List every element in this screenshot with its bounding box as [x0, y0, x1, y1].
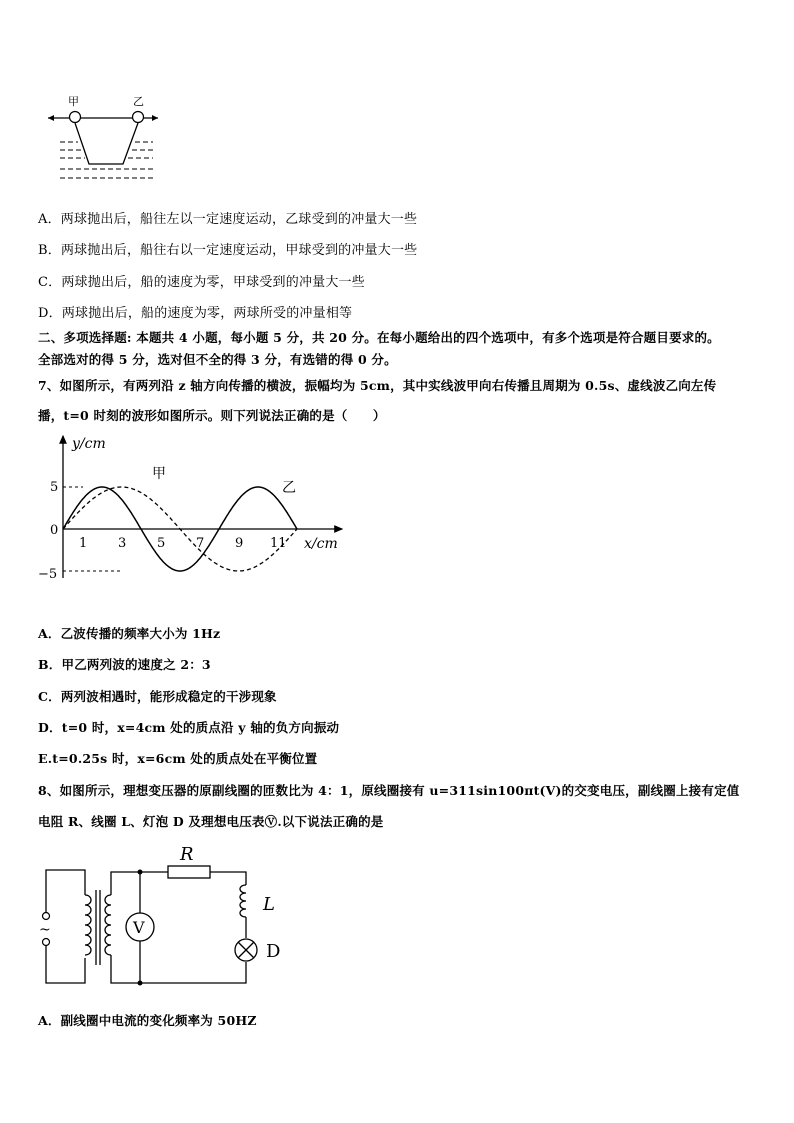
primary-coil	[85, 895, 91, 955]
y-tick-5: 5	[50, 480, 59, 495]
inductor-l	[240, 885, 246, 917]
circuit-figure	[30, 840, 300, 1000]
section2-heading: 二、多项选择题: 本题共 4 小题，每小题 5 分，共 20 分。在每小题给出的四个选项中，有多个选项是符合题目要求的。	[38, 330, 720, 345]
q8-stem-line2: 电阻 R、线圈 L、灯泡 D 及理想电压表Ⓥ.以下说法正确的是	[38, 814, 384, 829]
ac-source-symbol: ~	[39, 922, 51, 938]
q7-option-d: D．t=0 时，x=4cm 处的质点沿 y 轴的负方向振动	[38, 720, 340, 735]
y-axis-label: y/cm	[72, 436, 106, 452]
secondary-coil	[105, 895, 111, 955]
q7-option-e: E.t=0.25s 时，x=6cm 处的质点处在平衡位置	[38, 751, 318, 766]
x-axis-label: x/cm	[304, 536, 338, 552]
q6-option-d: D．两球抛出后，船的速度为零，两球所受的冲量相等	[38, 306, 353, 321]
q6-option-a: A．两球抛出后，船往左以一定速度运动，乙球受到的冲量大一些	[38, 212, 418, 227]
q8-option-a: A．副线圈中电流的变化频率为 50HZ	[38, 1013, 257, 1028]
q7-option-a: A．乙波传播的频率大小为 1Hz	[38, 626, 221, 641]
y-tick-neg5: −5	[38, 567, 58, 582]
x-tick-11: 11	[270, 536, 287, 551]
resistor-label: R	[180, 844, 194, 865]
ball-yi	[133, 112, 144, 123]
q8-stem-line1: 8、如图所示，理想变压器的原副线圈的匝数比为 4：1，原线圈接有 u=311sin100πt(V)的交变电压，副线圈上接有定值	[38, 783, 740, 798]
voltmeter-label: V	[133, 918, 145, 937]
x-tick-3: 3	[118, 536, 127, 551]
q7-option-c: C．两列波相遇时，能形成稳定的干涉现象	[38, 689, 277, 704]
x-tick-5: 5	[157, 536, 166, 551]
boat-figure	[40, 90, 170, 185]
x-tick-7: 7	[196, 536, 205, 551]
y-tick-0: 0	[50, 523, 59, 538]
q6-option-c: C．两球抛出后，船的速度为零，甲球受到的冲量大一些	[38, 275, 365, 290]
section2-subheading: 全部选对的得 5 分，选对但不全的得 3 分，有选错的得 0 分。	[38, 352, 397, 367]
q7-stem-line2: 播，t=0 时刻的波形如图所示。则下列说法正确的是（ ）	[38, 408, 386, 423]
q6-option-b: B．两球抛出后，船往右以一定速度运动，甲球受到的冲量大一些	[38, 243, 418, 258]
wave-jia-label: 甲	[152, 466, 166, 482]
ball-yi-label: 乙	[133, 95, 144, 108]
water-lines	[60, 142, 153, 178]
q7-option-b: B．甲乙两列波的速度之 2：3	[38, 657, 211, 672]
inductor-label: L	[263, 894, 275, 915]
ball-jia	[70, 112, 81, 123]
wave-figure	[30, 428, 360, 603]
x-tick-1: 1	[79, 536, 88, 551]
lamp-label: D	[266, 941, 281, 962]
resistor-r	[168, 866, 210, 878]
q7-stem-line1: 7、如图所示，有两列沿 z 轴方向传播的横波，振幅均为 5cm，其中实线波甲向右传播且周期为 0.5s、虚线波乙向左传	[38, 378, 717, 393]
terminal-bottom	[43, 939, 50, 946]
wave-yi-label: 乙	[282, 480, 296, 496]
x-tick-9: 9	[235, 536, 244, 551]
ball-jia-label: 甲	[68, 95, 79, 108]
terminal-top	[43, 913, 50, 920]
